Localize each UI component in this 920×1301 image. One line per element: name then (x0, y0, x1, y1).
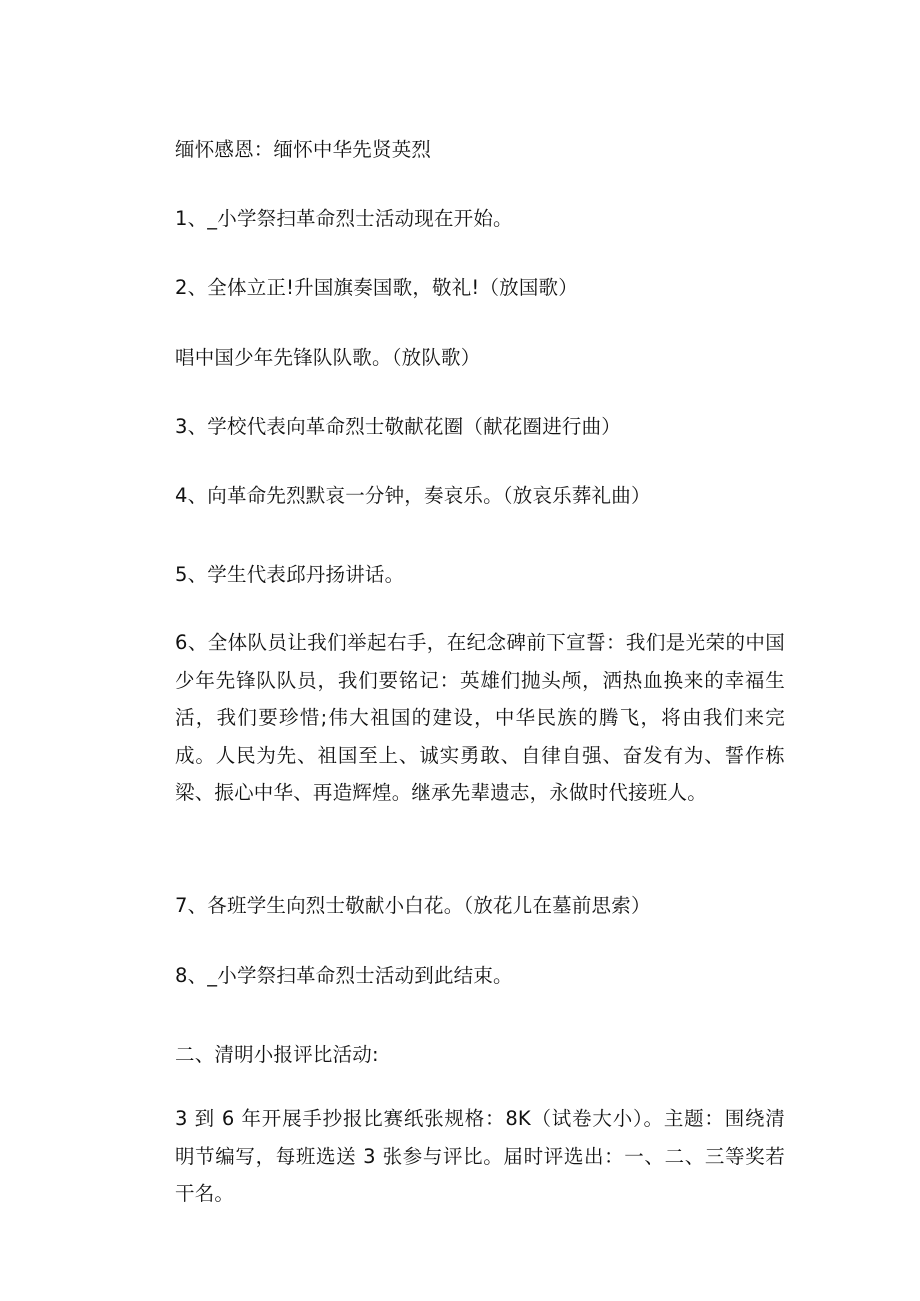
oath-paragraph: 6、全体队员让我们举起右手，在纪念碑前下宣誓：我们是光荣的中国少年先锋队队员，我们要铭记：英雄们抛头颅，洒热血换来的幸福生活，我们要珍惜;伟大祖国的建设，中华民族的腾飞，将由我们来完成。人民为先、祖国至上、诚实勇敢、自律自强、奋发有为、誓作栋梁、振心中华、再造辉煌。继承先辈遗志，永做时代接班人。 (175, 631, 785, 804)
list-item: 7、各班学生向烈士敬献小白花。（放花儿在墓前思索） (175, 894, 651, 917)
list-item: 2、全体立正!升国旗奏国歌，敬礼!（放国歌） (175, 276, 578, 299)
section-paragraph: 3 到 6 年开展手抄报比赛纸张规格：8K（试卷大小）。主题：围绕清明节编写，每班选送 3 张参与评比。届时评选出：一、二、三等奖若干名。 (175, 1107, 785, 1205)
list-item: 3、学校代表向革命烈士敬献花圈（献花圈进行曲） (175, 415, 622, 438)
list-item: 4、向革命先烈默哀一分钟，奏哀乐。（放哀乐葬礼曲） (175, 484, 651, 507)
list-item: 8、_小学祭扫革命烈士活动到此结束。 (175, 964, 513, 987)
document-heading: 缅怀感恩：缅怀中华先贤英烈 (175, 138, 432, 161)
list-item: 1、_小学祭扫革命烈士活动现在开始。 (175, 207, 513, 230)
list-item: 5、学生代表邱丹扬讲话。 (175, 563, 405, 586)
list-item: 唱中国少年先锋队队歌。（放队歌） (175, 346, 481, 369)
section-title: 二、清明小报评比活动: (175, 1043, 379, 1066)
